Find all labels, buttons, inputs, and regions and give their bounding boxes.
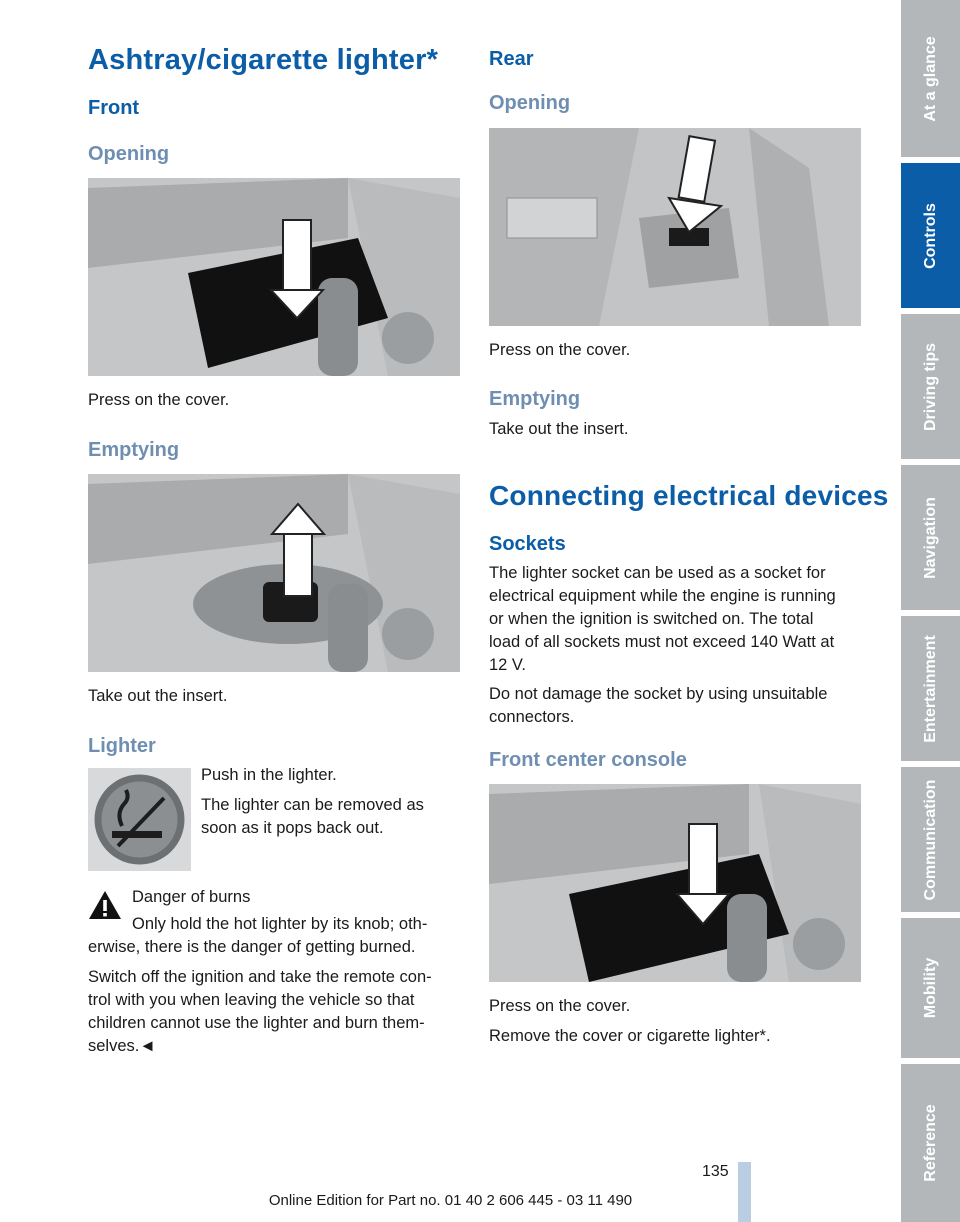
tab-mobility[interactable]: Mobility [901, 918, 960, 1058]
front-center-console-heading: Front center console [489, 749, 687, 771]
tab-communication[interactable]: Communication [901, 767, 960, 912]
edition-footer: Online Edition for Part no. 01 40 2 606 445 - 03 11 490 [268, 1192, 633, 1209]
front-opening-text: Press on the cover. [88, 391, 230, 409]
rear-heading: Rear [489, 48, 534, 70]
tab-reference[interactable]: Reference [901, 1064, 960, 1222]
danger-line-1: Only hold the hot lighter by its knob; oth- [132, 915, 428, 933]
danger-line-2: erwise, there is the danger of getting burned. [88, 938, 416, 956]
tab-driving-tips[interactable]: Driving tips [901, 314, 960, 459]
sockets-line-4: load of all sockets must not exceed 140 Watt at [489, 633, 835, 651]
danger-title: Danger of burns [132, 888, 251, 906]
tab-navigation[interactable]: Navigation [901, 465, 960, 610]
rear-opening-heading: Opening [489, 92, 571, 114]
danger-p2-l2: trol with you when leaving the vehicle so that [88, 991, 415, 1009]
console-illustration [489, 784, 861, 982]
sockets-heading: Sockets [489, 533, 566, 555]
danger-p2-l4: selves.◄ [88, 1037, 156, 1055]
lighter-text-2a: The lighter can be removed as [201, 796, 424, 814]
lighter-illustration [88, 768, 191, 871]
sockets-line-1: The lighter socket can be used as a socket for [489, 564, 826, 582]
tab-entertainment[interactable]: Entertainment [901, 616, 960, 761]
danger-p2-l1: Switch off the ignition and take the remote con- [88, 968, 432, 986]
lighter-text-1: Push in the lighter. [201, 766, 337, 784]
opening-heading: Opening [88, 143, 170, 165]
danger-p2-l3: children cannot use the lighter and burn them- [88, 1014, 425, 1032]
front-emptying-text: Take out the insert. [88, 687, 228, 705]
rear-emptying-heading: Emptying [489, 388, 581, 410]
emptying-heading: Emptying [88, 439, 180, 461]
sockets-line-5: 12 V. [489, 656, 527, 674]
damage-line-1: Do not damage the socket by using unsuitable [489, 685, 828, 703]
page-number: 135 [702, 1163, 729, 1180]
console-text-1: Press on the cover. [489, 997, 631, 1015]
rear-opening-text: Press on the cover. [489, 341, 631, 359]
damage-line-2: connectors. [489, 708, 575, 726]
front-heading: Front [88, 97, 140, 119]
console-text-2: Remove the cover or cigarette lighter*. [489, 1027, 771, 1045]
chapter-sidebar [901, 0, 960, 1222]
front-emptying-illustration [88, 474, 460, 672]
lighter-heading: Lighter [88, 735, 156, 757]
sockets-line-3: or when the ignition is switched on. The total [489, 610, 814, 628]
tab-controls[interactable]: Controls [901, 163, 960, 308]
tab-at-a-glance[interactable]: At a glance [901, 0, 960, 157]
rear-opening-illustration [489, 128, 861, 326]
front-opening-illustration [88, 178, 460, 376]
warning-triangle-icon [88, 890, 122, 920]
connecting-title: Connecting electrical devices [489, 480, 889, 511]
lighter-text-2b: soon as it pops back out. [201, 819, 384, 837]
rear-emptying-text: Take out the insert. [489, 420, 629, 438]
page-title: Ashtray/cigarette lighter* [88, 44, 439, 76]
sockets-line-2: electrical equipment while the engine is running [489, 587, 836, 605]
